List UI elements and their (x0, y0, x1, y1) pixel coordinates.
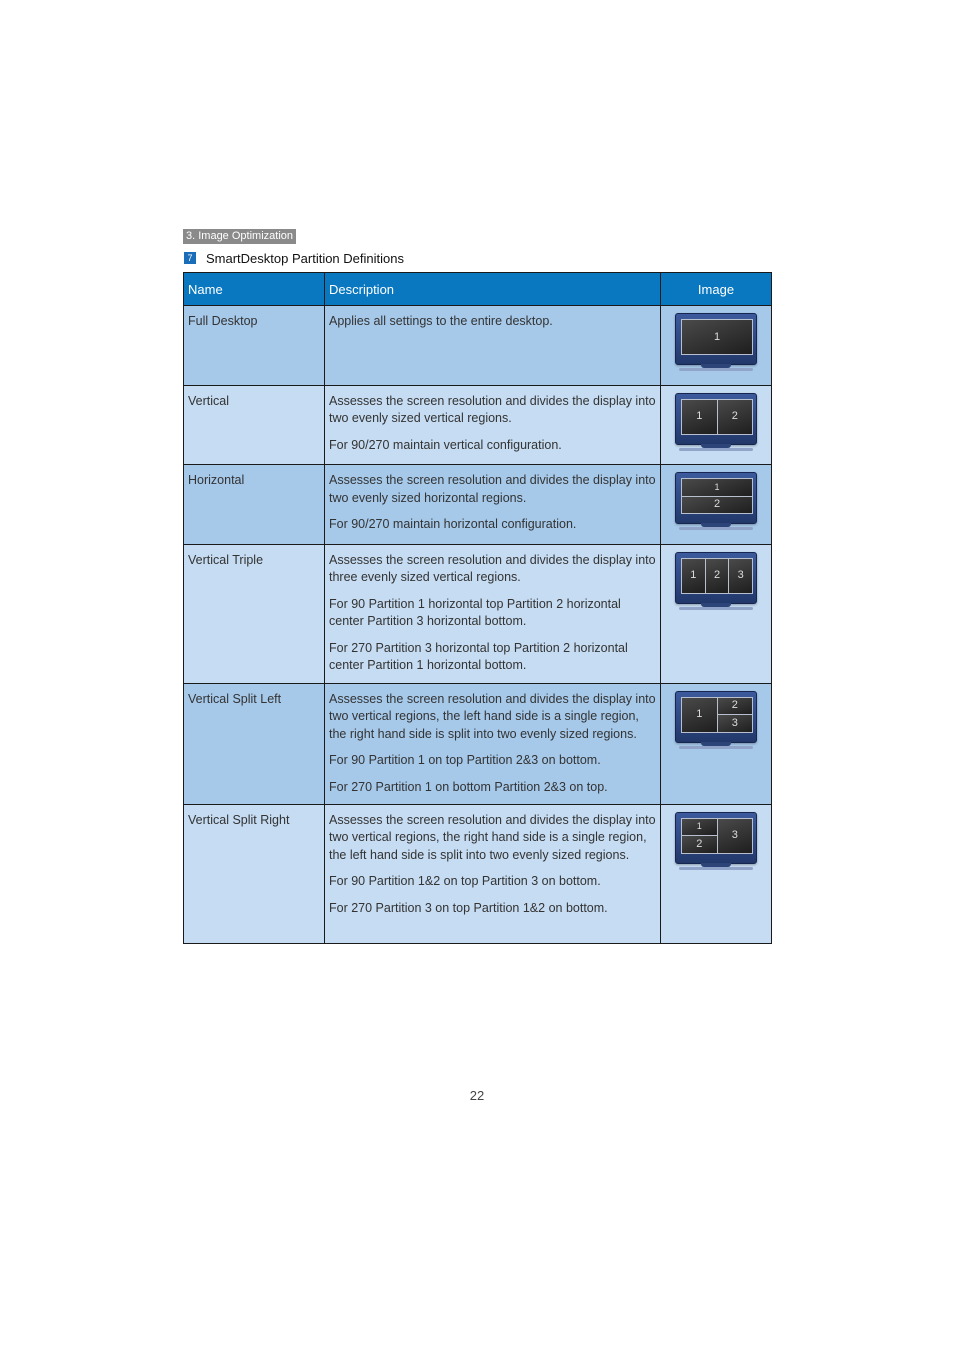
partition-pane: 3 (728, 559, 752, 593)
description-paragraph: Assesses the screen resolution and divides the display into three evenly sized vertical regions. (329, 552, 656, 584)
partition-definitions-table (183, 272, 772, 944)
section-tag: 3. Image Optimization (183, 229, 296, 244)
description-paragraph: For 90/270 maintain horizontal configuration. (329, 517, 577, 531)
description-paragraph: Assesses the screen resolution and divides the display into two evenly sized vertical regions. (329, 393, 656, 425)
column-header-name: Name (184, 273, 325, 306)
row-description (325, 804, 661, 943)
monitor-full-desktop-icon (675, 313, 757, 373)
monitor-vertical-split-right-icon (675, 812, 757, 872)
table-row (184, 385, 772, 465)
monitor-vertical-triple-icon (675, 552, 757, 612)
row-name: Vertical (184, 385, 325, 465)
row-description (325, 385, 661, 465)
partition-pane: 1 (682, 698, 717, 732)
description-paragraph: For 90 Partition 1 on top Partition 2&3 on bottom. (329, 753, 601, 767)
table-row (184, 465, 772, 545)
row-name: Vertical Triple (184, 544, 325, 683)
partition-pane: 2 (717, 400, 753, 434)
partition-pane: 2 (718, 698, 753, 715)
monitor-horizontal-icon (675, 472, 757, 532)
row-image (661, 306, 772, 386)
table-header-row (184, 273, 772, 306)
description-paragraph: Assesses the screen resolution and divides the display into two vertical regions, the right hand side is a single region, the left hand side is split into two evenly sized regions. (329, 812, 656, 862)
partition-pane: 2 (682, 835, 717, 853)
partition-pane: 3 (717, 819, 753, 853)
row-description (325, 683, 661, 804)
row-image (661, 385, 772, 465)
table-row (184, 306, 772, 386)
page-number: 22 (469, 1088, 485, 1103)
monitor-vertical-split-left-icon (675, 691, 757, 751)
monitor-vertical-icon (675, 393, 757, 453)
subheading-title: SmartDesktop Partition Definitions (206, 250, 404, 266)
partition-pane: 2 (705, 559, 729, 593)
column-header-image: Image (661, 273, 772, 306)
step-number-badge: 7 (184, 252, 196, 264)
row-description (325, 465, 661, 545)
row-description (325, 544, 661, 683)
row-image (661, 683, 772, 804)
table-row (184, 683, 772, 804)
row-image (661, 544, 772, 683)
partition-pane: 2 (682, 496, 752, 514)
row-image (661, 804, 772, 943)
description-paragraph: For 90 Partition 1 horizontal top Partition 2 horizontal center Partition 3 horizontal bottom. (329, 596, 621, 628)
subheading (184, 250, 404, 266)
description-paragraph: For 270 Partition 1 on bottom Partition 2&3 on top. (329, 779, 608, 794)
row-name: Horizontal (184, 465, 325, 545)
description-paragraph: Applies all settings to the entire desktop. (329, 314, 553, 328)
description-paragraph: For 270 Partition 3 on top Partition 1&2 on bottom. (329, 900, 608, 915)
row-name: Full Desktop (184, 306, 325, 386)
partition-pane: 1 (682, 819, 717, 836)
partition-pane: 1 (682, 320, 752, 354)
table-row (184, 544, 772, 683)
partition-pane: 1 (682, 400, 717, 434)
description-paragraph: For 270 Partition 3 horizontal top Partition 2 horizontal center Partition 1 horizontal bottom. (329, 640, 628, 672)
row-name: Vertical Split Right (184, 804, 325, 943)
description-paragraph: For 90 Partition 1&2 on top Partition 3 on bottom. (329, 874, 601, 888)
description-paragraph: Assesses the screen resolution and divides the display into two evenly sized horizontal regions. (329, 473, 656, 505)
row-image (661, 465, 772, 545)
description-paragraph: For 90/270 maintain vertical configuration. (329, 437, 562, 452)
row-name: Vertical Split Left (184, 683, 325, 804)
table-row (184, 804, 772, 943)
column-header-description: Description (325, 273, 661, 306)
description-paragraph: Assesses the screen resolution and divides the display into two vertical regions, the left hand side is a single region, the right hand side is split into two evenly sized regions. (329, 691, 656, 741)
row-description (325, 306, 661, 386)
partition-pane: 3 (718, 714, 753, 732)
partition-pane: 1 (682, 479, 752, 496)
partition-pane: 1 (682, 559, 705, 593)
